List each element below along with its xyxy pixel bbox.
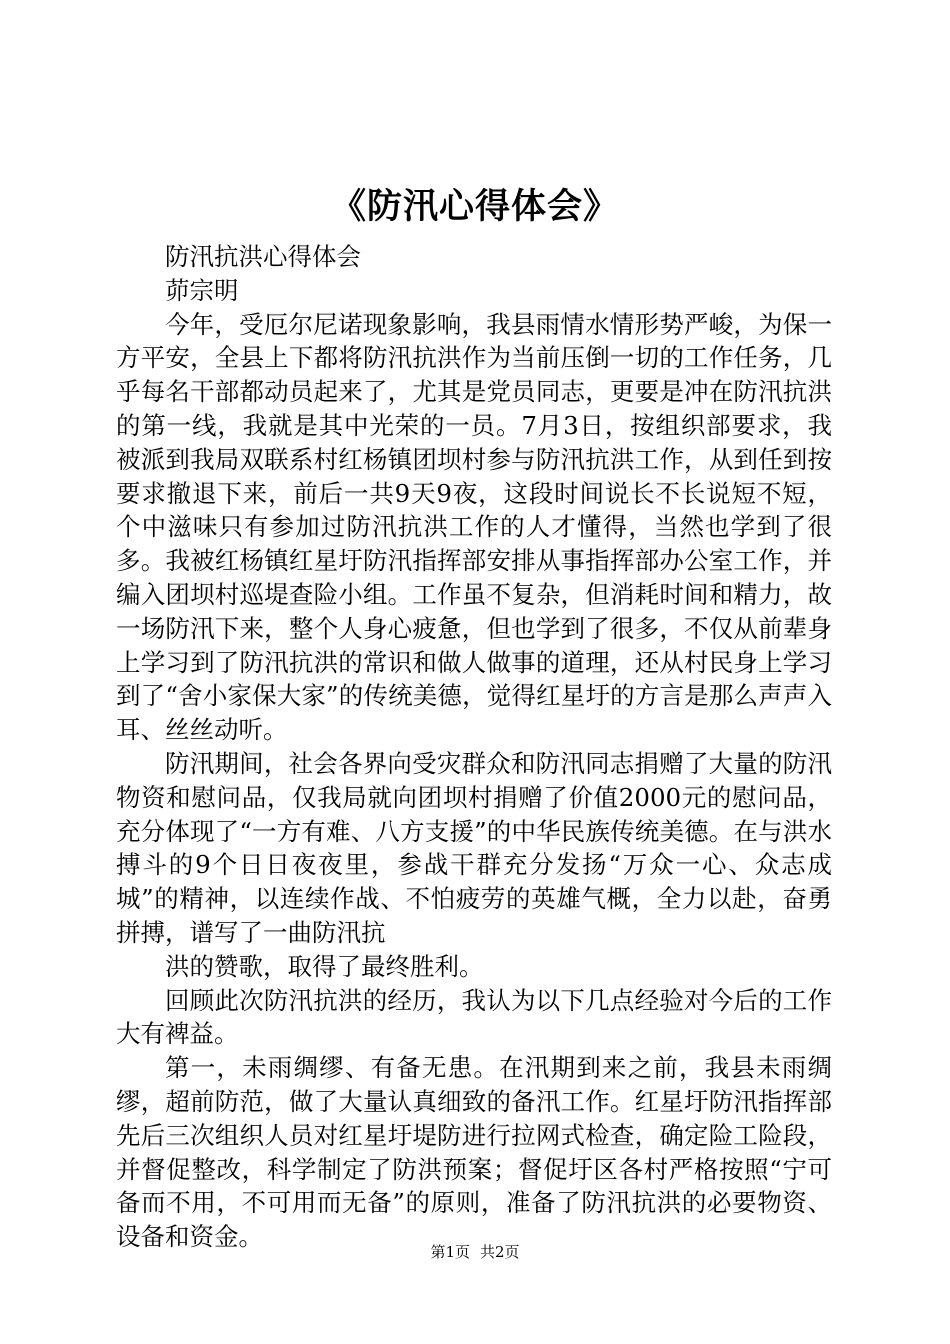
page-number: 第1页 <box>430 1243 470 1261</box>
page-footer <box>0 1241 950 1263</box>
document-title: 《防汛心得体会》 <box>330 186 619 227</box>
paragraph-2: 防汛期间，社会各界向受灾群众和防汛同志捐赠了大量的防汛物资和慰问品，仅我局就向团坝村捐赠了价值2000元的慰问品，充分体现了“一方有难、八方支援”的中华民族传统美德。在与洪水搏斗的9个日日夜夜里，参战干群充分发扬“万众一心、众志成城”的精神，以连续作战、不怕疲劳的英雄气概，全力以赴，奋勇拼搏，谱写了一曲防汛抗 <box>116 748 832 947</box>
paragraph-5: 第一，未雨绸缪、有备无患。在汛期到来之前，我县未雨绸缪，超前防范，做了大量认真细致的备汛工作。红星圩防汛指挥部先后三次组织人员对红星圩堤防进行拉网式检查，确定险工险段，并督促整改，科学制定了防洪预案；督促圩区各村严格按照“宁可备而不用，不可用而无备”的原则，准备了防汛抗洪的必要物资、设备和资金。 <box>116 1053 832 1252</box>
paragraph-1: 今年，受厄尔尼诺现象影响，我县雨情水情形势严峻，为保一方平安，全县上下都将防汛抗洪作为当前压倒一切的工作任务，几乎每名干部都动员起来了，尤其是党员同志，更要是冲在防汛抗洪的第一线，我就是其中光荣的一员。7月3日，按组织部要求，我被派到我局双联系村红杨镇团坝村参与防汛抗洪工作，从到任到按要求撤退下来，前后一共9天9夜，这段时间说长不长说短不短，个中滋味只有参加过防汛抗洪工作的人才懂得，当然也学到了很多。我被红杨镇红星圩防汛指挥部安排从事指挥部办公室工作，并编入团坝村巡堤查险小组。工作虽不复杂，但消耗时间和精力，故一场防汛下来，整个人身心疲惫，但也学到了很多，不仅从前辈身上学习到了防汛抗洪的常识和做人做事的道理，还从村民身上学习到了“舍小家保大家”的传统美德，觉得红星圩的方言是那么声声入耳、丝丝动听。 <box>116 309 832 745</box>
document-body <box>116 240 832 1254</box>
paragraph-4: 回顾此次防汛抗洪的经历，我认为以下几点经验对今后的工作大有裨益。 <box>116 985 832 1049</box>
author-line: 茆宗明 <box>165 275 239 305</box>
page-total: 共2页 <box>480 1243 520 1261</box>
subtitle-line: 防汛抗洪心得体会 <box>165 242 361 271</box>
paragraph-3: 洪的赞歌，取得了最终胜利。 <box>165 951 484 981</box>
